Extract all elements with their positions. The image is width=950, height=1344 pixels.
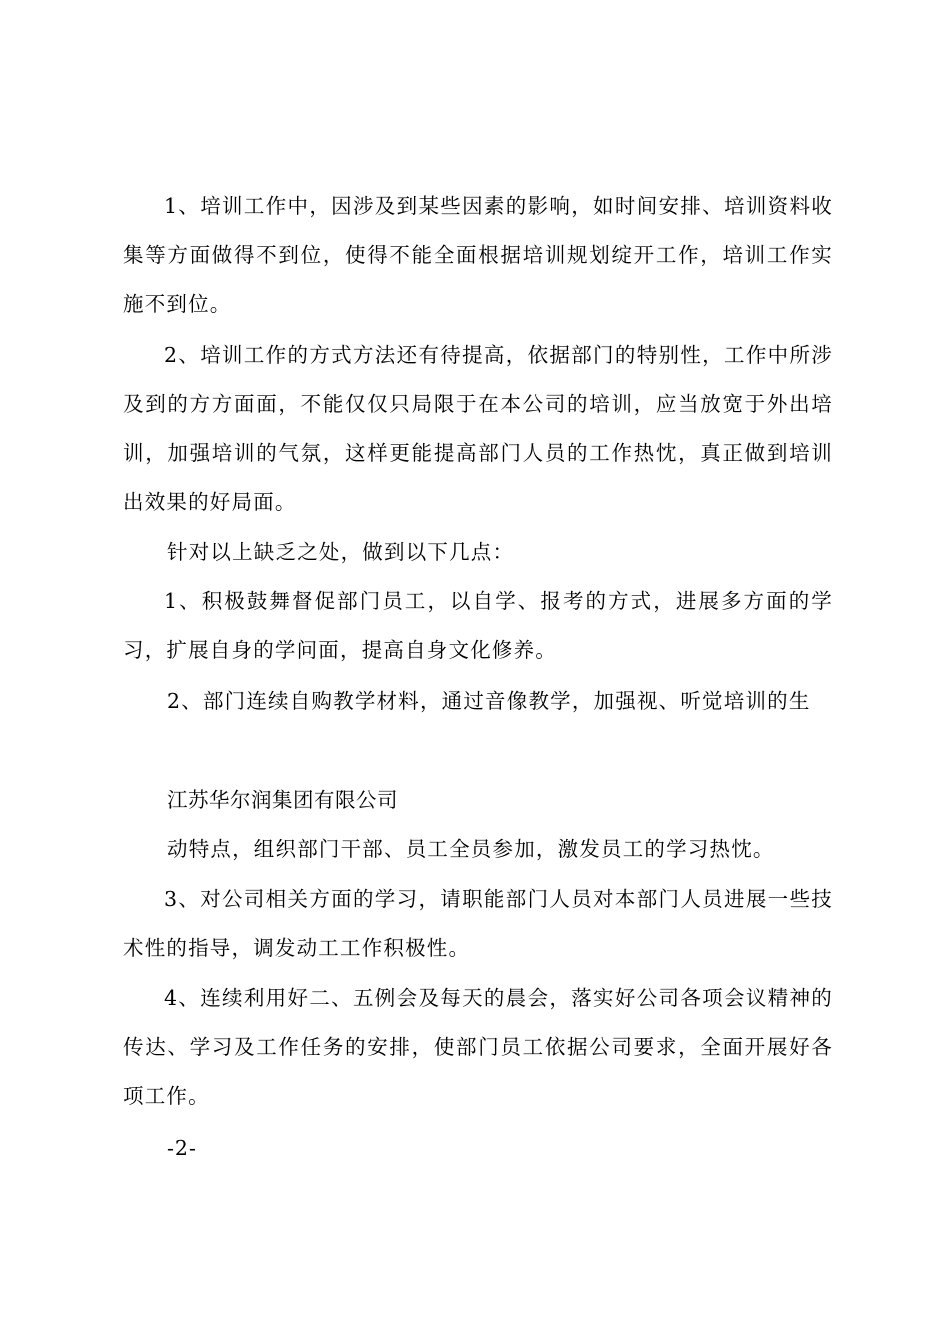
paragraph-improvement-intro: 针对以上缺乏之处，做到以下几点： [167,540,515,564]
paragraph-improvement-2-start: 2、部门连续自购教学材料，通过音像教学，加强视、听觉培训的生 [167,689,811,713]
paragraph-training-issue-1: 1、培训工作中，因涉及到某些因素的影响，如时间安排、培训资料收集等方面做得不到位，使得不能全面根据培训规划绽开工作，培训工作实施不到位。 [123,194,833,316]
paragraph-improvement-3: 3、对公司相关方面的学习，请职能部门人员对本部门人员进展一些技术性的指导，调发动工工作积极性。 [123,887,833,960]
paragraph-training-issue-2: 2、培训工作的方式方法还有待提高，依据部门的特别性，工作中所涉及到的方方面面，不能仅仅只局限于在本公司的培训，应当放宽于外出培训，加强培训的气氛，这样更能提高部门人员的工作热忱，真正做到培训出效果的好局面。 [123,343,833,514]
paragraph-improvement-1: 1、积极鼓舞督促部门员工，以自学、报考的方式，进展多方面的学习，扩展自身的学问面，提高自身文化修养。 [123,589,833,662]
paragraph-improvement-2-continued: 动特点，组织部门干部、员工全员参加，激发员工的学习热忱。 [167,837,775,861]
paragraph-improvement-4: 4、连续利用好二、五例会及每天的晨会，落实好公司各项会议精神的传达、学习及工作任务的安排，使部门员工依据公司要求，全面开展好各项工作。 [123,986,833,1108]
page-number: -2- [167,1136,197,1160]
company-header: 江苏华尔润集团有限公司 [167,788,398,812]
